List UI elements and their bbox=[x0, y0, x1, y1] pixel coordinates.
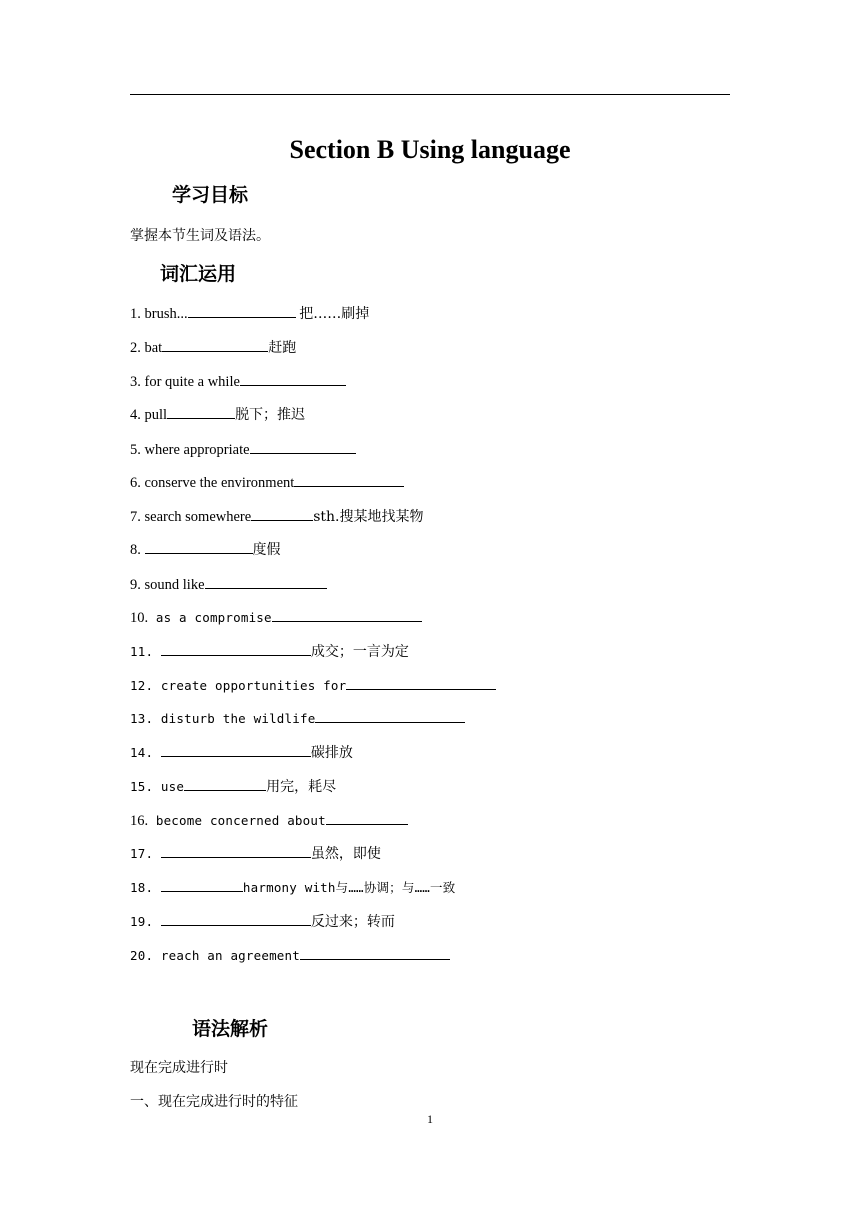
vocab-item-1: 1. brush... 把……刷掉 bbox=[130, 303, 369, 323]
answer-blank[interactable] bbox=[326, 810, 408, 825]
answer-blank[interactable] bbox=[184, 776, 266, 791]
answer-blank[interactable] bbox=[300, 945, 450, 960]
vocab-item-20: 20. reach an agreement bbox=[130, 945, 450, 965]
vocab-item-4: 4. pull 脱下；推迟 bbox=[130, 404, 305, 424]
answer-blank[interactable] bbox=[251, 506, 313, 521]
document-title: Section B Using language bbox=[289, 135, 571, 164]
vocab-item-16: 16. become concerned about bbox=[130, 810, 408, 830]
answer-blank[interactable] bbox=[161, 843, 311, 858]
header-rule bbox=[130, 94, 730, 95]
vocab-item-6: 6. conserve the environment bbox=[130, 472, 404, 492]
answer-blank[interactable] bbox=[161, 911, 311, 926]
answer-blank[interactable] bbox=[161, 742, 311, 757]
vocab-item-8: 8. 度假 bbox=[130, 539, 281, 559]
answer-blank[interactable] bbox=[167, 404, 235, 419]
vocab-item-14: 14. 碳排放 bbox=[130, 742, 353, 762]
answer-blank[interactable] bbox=[205, 574, 327, 589]
answer-blank[interactable] bbox=[315, 708, 465, 723]
vocab-item-10: 10. as a compromise bbox=[130, 607, 422, 627]
answer-blank[interactable] bbox=[161, 877, 243, 892]
grammar-subheading: 一、现在完成进行时的特征 bbox=[130, 1094, 298, 1110]
answer-blank[interactable] bbox=[162, 337, 268, 352]
answer-blank[interactable] bbox=[294, 472, 404, 487]
objectives-heading: 学习目标 bbox=[172, 184, 249, 206]
vocab-item-17: 17. 虽然，即使 bbox=[130, 843, 381, 863]
vocabulary-heading: 词汇运用 bbox=[160, 263, 237, 285]
answer-blank[interactable] bbox=[145, 539, 253, 554]
objectives-text: 掌握本节生词及语法。 bbox=[130, 228, 270, 244]
answer-blank[interactable] bbox=[188, 303, 296, 318]
answer-blank[interactable] bbox=[346, 675, 496, 690]
vocab-item-7: 7. search somewhere sth.搜某地找某物 bbox=[130, 506, 423, 526]
grammar-topic: 现在完成进行时 bbox=[130, 1060, 228, 1076]
grammar-heading: 语法解析 bbox=[192, 1018, 269, 1040]
answer-blank[interactable] bbox=[240, 371, 346, 386]
answer-blank[interactable] bbox=[250, 439, 356, 454]
page-number: 1 bbox=[427, 1112, 433, 1126]
vocab-item-2: 2. bat 赶跑 bbox=[130, 337, 296, 357]
vocab-item-9: 9. sound like bbox=[130, 574, 327, 594]
answer-blank[interactable] bbox=[161, 641, 311, 656]
vocab-item-3: 3. for quite a while bbox=[130, 371, 346, 391]
answer-blank[interactable] bbox=[272, 607, 422, 622]
vocab-item-15: 15. use 用完，耗尽 bbox=[130, 776, 336, 796]
vocab-item-13: 13. disturb the wildlife bbox=[130, 708, 465, 728]
vocab-item-5: 5. where appropriate bbox=[130, 439, 356, 459]
vocab-item-19: 19. 反过来；转而 bbox=[130, 911, 395, 931]
vocab-item-12: 12. create opportunities for bbox=[130, 675, 496, 695]
vocab-item-11: 11. 成交；一言为定 bbox=[130, 641, 409, 661]
vocab-item-18: 18. harmony with与……协调；与……一致 bbox=[130, 877, 455, 897]
